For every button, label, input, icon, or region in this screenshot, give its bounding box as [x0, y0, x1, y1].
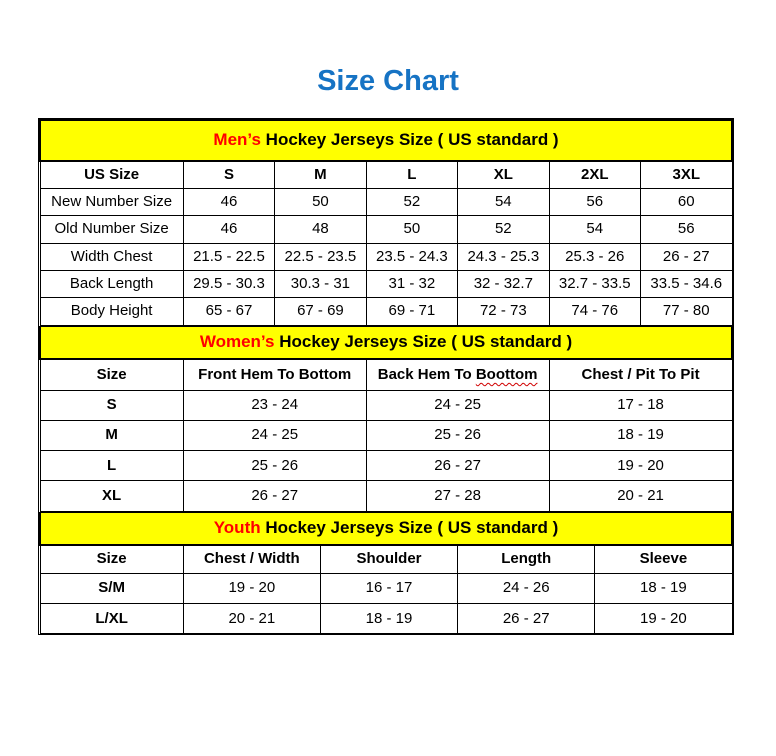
column-header-label: 3XL [672, 165, 700, 183]
size-value: 32.7 - 33.5 [549, 270, 640, 297]
column-header [40, 359, 183, 390]
size-value: 19 - 20 [549, 451, 732, 481]
page-title: Size Chart [317, 65, 459, 97]
table-row [40, 420, 732, 450]
column-header-label: XL [493, 165, 513, 183]
column-header-label: Chest / Width [203, 550, 300, 568]
size-value: 25.3 - 26 [549, 243, 640, 270]
column-header [549, 359, 732, 390]
size-value: 18 - 19 [595, 573, 732, 603]
column-header-label: Size [96, 365, 127, 383]
caption-highlight: Men’s [213, 130, 261, 149]
size-value: 46 [183, 189, 274, 216]
size-value: 72 - 73 [458, 298, 549, 325]
column-header-label: Sleeve [639, 550, 688, 568]
youth-table-caption [40, 512, 732, 545]
size-value: 29.5 - 30.3 [183, 270, 274, 297]
table-row [40, 573, 732, 603]
size-value: 74 - 76 [549, 298, 640, 325]
size-value: 17 - 18 [549, 390, 732, 420]
column-header-label: Chest / Pit To Pit [581, 365, 700, 383]
size-value: 20 - 21 [183, 604, 320, 634]
size-value: 24 - 25 [183, 420, 366, 450]
size-value: 19 - 20 [183, 573, 320, 603]
column-header-label: Shoulder [356, 550, 422, 568]
size-value: 69 - 71 [366, 298, 457, 325]
size-value: 26 - 27 [183, 481, 366, 511]
table-row [40, 604, 732, 634]
column-header [183, 545, 320, 573]
size-value: 25 - 26 [183, 451, 366, 481]
size-value: 67 - 69 [275, 298, 366, 325]
table-row [40, 243, 732, 270]
size-value: 21.5 - 22.5 [183, 243, 274, 270]
column-header [320, 545, 457, 573]
size-value: 54 [549, 216, 640, 243]
row-label: S [40, 390, 183, 420]
column-header-label: Size [96, 550, 127, 568]
column-header [641, 161, 733, 189]
size-value: 27 - 28 [366, 481, 549, 511]
row-label: Width Chest [40, 243, 183, 270]
size-value: 31 - 32 [366, 270, 457, 297]
caption-text: Hockey Jerseys Size ( US standard ) [260, 130, 559, 149]
table-row [40, 481, 732, 511]
row-label: Old Number Size [40, 216, 183, 243]
size-value: 26 - 27 [641, 243, 733, 270]
size-value: 77 - 80 [641, 298, 733, 325]
misspelled-word: Boottom [475, 365, 538, 383]
column-header [366, 359, 549, 390]
column-header [549, 161, 640, 189]
size-value: 18 - 19 [320, 604, 457, 634]
size-value: 18 - 19 [549, 420, 732, 450]
size-value: 26 - 27 [366, 451, 549, 481]
size-value: 56 [641, 216, 733, 243]
size-value: 16 - 17 [320, 573, 457, 603]
womens-table-caption [40, 326, 732, 359]
size-value: 50 [275, 189, 366, 216]
mens-header-row [40, 161, 732, 189]
table-row [40, 390, 732, 420]
row-label: New Number Size [40, 189, 183, 216]
size-value: 26 - 27 [458, 604, 595, 634]
size-value: 22.5 - 23.5 [275, 243, 366, 270]
size-chart-page [0, 64, 776, 635]
size-value: 25 - 26 [366, 420, 549, 450]
womens-caption-row [40, 326, 732, 359]
size-value: 20 - 21 [549, 481, 732, 511]
row-label: L/XL [40, 604, 183, 634]
table-row [40, 451, 732, 481]
size-value: 48 [275, 216, 366, 243]
column-header-label: US Size [84, 165, 140, 183]
column-header [40, 545, 183, 573]
column-header [458, 545, 595, 573]
youth-table [39, 512, 733, 635]
column-header [275, 161, 366, 189]
table-row [40, 298, 732, 325]
column-header-label: Length [501, 550, 552, 568]
column-header-label: Front Hem To Bottom [198, 365, 352, 383]
size-value: 52 [366, 189, 457, 216]
size-value: 23 - 24 [183, 390, 366, 420]
size-value: 30.3 - 31 [275, 270, 366, 297]
youth-caption-row [40, 512, 732, 545]
size-value: 54 [458, 189, 549, 216]
size-value: 23.5 - 24.3 [366, 243, 457, 270]
caption-text: Hockey Jerseys Size ( US standard ) [274, 332, 573, 352]
mens-size-table [39, 119, 733, 326]
size-chart [38, 118, 734, 635]
youth-size-table [39, 512, 733, 635]
column-header [183, 359, 366, 390]
caption-highlight: Women’s [199, 332, 275, 352]
column-header-label: S [223, 165, 234, 183]
column-header [183, 161, 274, 189]
column-header [458, 161, 549, 189]
size-value: 24.3 - 25.3 [458, 243, 549, 270]
size-value: 46 [183, 216, 274, 243]
column-header [40, 161, 183, 189]
womens-size-table [39, 326, 733, 512]
table-row [40, 270, 732, 297]
mens-table-caption [40, 120, 732, 161]
row-label: L [40, 451, 183, 481]
size-value: 33.5 - 34.6 [641, 270, 733, 297]
size-value: 60 [641, 189, 733, 216]
column-header-label: 2XL [581, 165, 609, 183]
size-value: 32 - 32.7 [458, 270, 549, 297]
row-label: XL [40, 481, 183, 511]
table-row [40, 189, 732, 216]
row-label: Back Length [40, 270, 183, 297]
womens-header-row [40, 359, 732, 390]
mens-caption-row [40, 120, 732, 161]
size-value: 52 [458, 216, 549, 243]
row-label: S/M [40, 573, 183, 603]
size-value: 56 [549, 189, 640, 216]
caption-text: Hockey Jerseys Size ( US standard ) [260, 518, 559, 538]
caption-highlight: Youth [213, 518, 261, 538]
youth-header-row [40, 545, 732, 573]
row-label: Body Height [40, 298, 183, 325]
size-value: 65 - 67 [183, 298, 274, 325]
womens-table [39, 326, 733, 512]
size-value: 24 - 26 [458, 573, 595, 603]
column-header-label: L [407, 165, 417, 183]
size-value: 50 [366, 216, 457, 243]
row-label: M [40, 420, 183, 450]
size-value: 24 - 25 [366, 390, 549, 420]
table-row [40, 216, 732, 243]
column-header [595, 545, 732, 573]
column-header [366, 161, 457, 189]
mens-table [39, 119, 733, 326]
column-header-label: M [314, 165, 327, 183]
column-header-label: Back Hem To [377, 365, 476, 383]
size-value: 19 - 20 [595, 604, 732, 634]
